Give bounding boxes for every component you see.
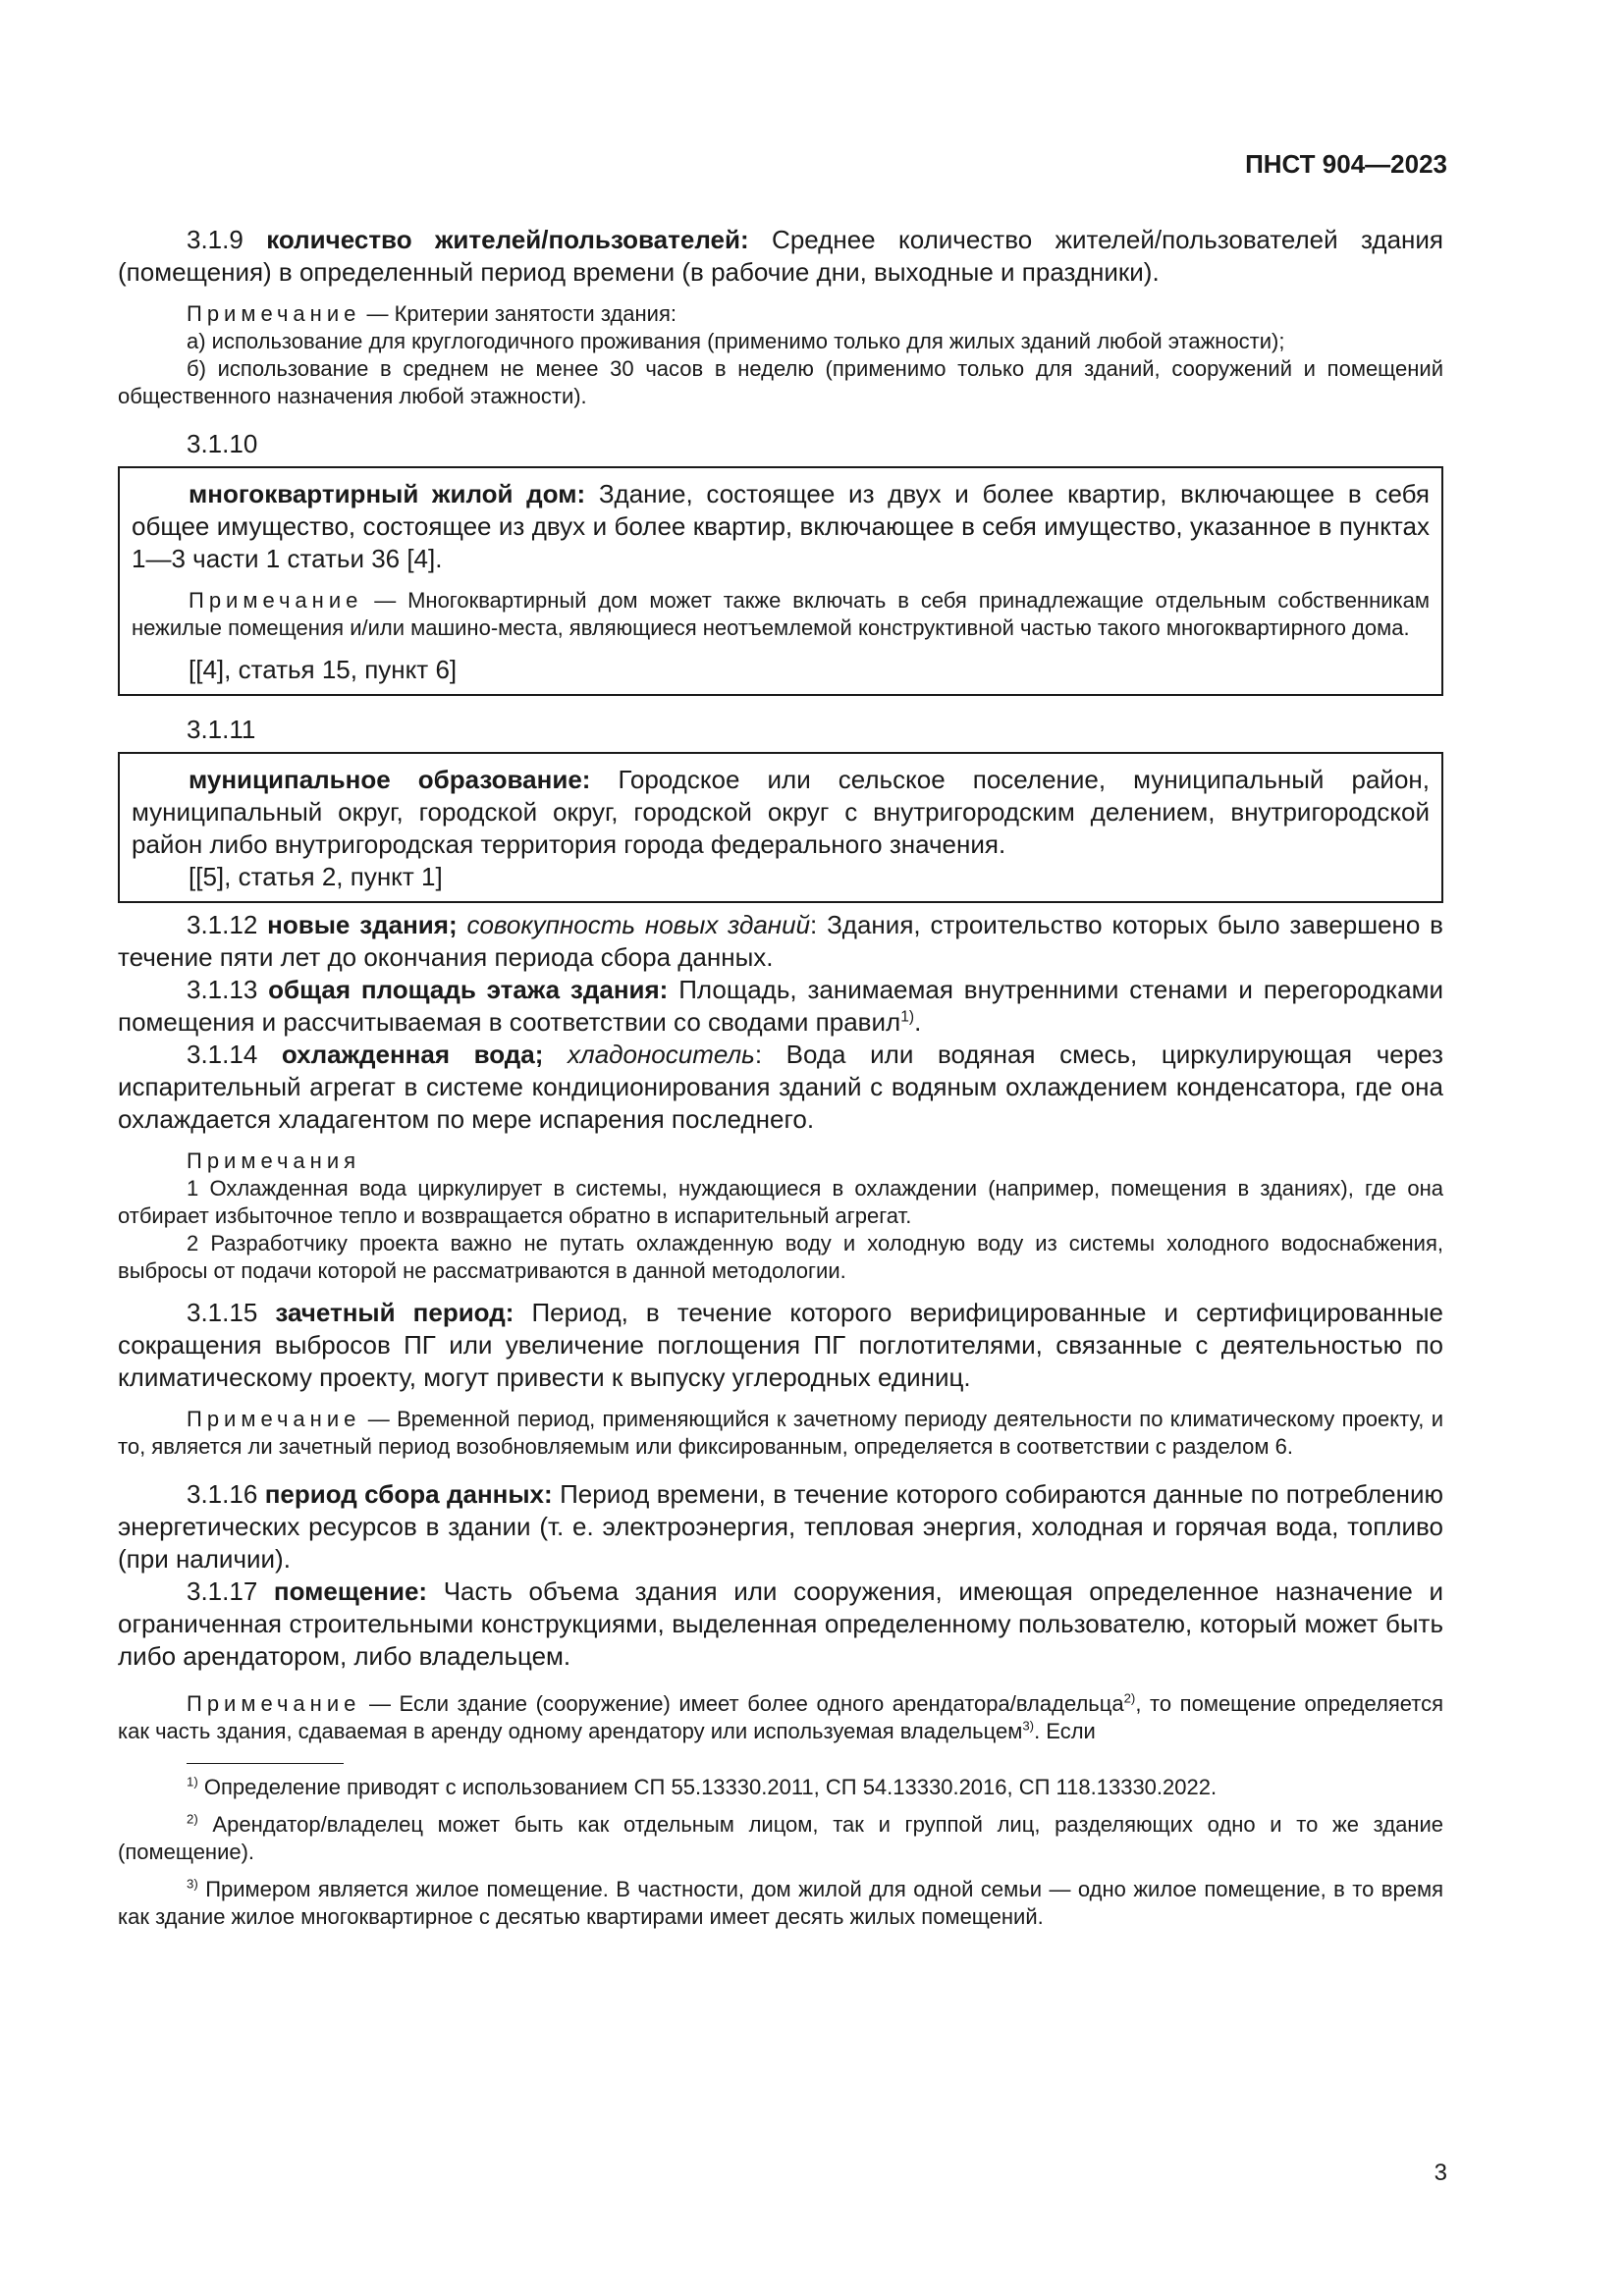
- note-3-1-9: Примечание — Критерии занятости здания:: [187, 301, 677, 326]
- term-3-1-14: 3.1.14 охлажденная вода; хладоноситель: Вода или водяная смесь, циркулирующая через испарительный агрегат в системе кондиционирования зданий с водяным охлаждением конденсатора, где она охлаждается хладагентом по мере испарения последнего.: [118, 1040, 1443, 1134]
- footnote-ref-2[interactable]: 2): [1123, 1690, 1136, 1706]
- term-3-1-9: 3.1.9 количество жителей/пользователей: Среднее количество жителей/пользователей здания (помещения) в определенный период времени (в рабочие дни, выходные и праздники).: [118, 225, 1443, 287]
- source-3-1-11: [[5], статья 2, пункт 1]: [189, 862, 443, 891]
- term-box-3-1-11: [118, 752, 1443, 903]
- footnote-3: $^{3)}$ Примером является жилое помещение. В частности, дом жилой для одной семьи — одно жилое помещение, в то время как здание жилое многоквартирное с десятью квартирами имеет десять жилых помещений.: [118, 1876, 1443, 1929]
- term-number-3-1-11: 3.1.11: [187, 715, 256, 744]
- note-3-1-15: Примечание — Временной период, применяющийся к зачетному периоду деятельности по климатическому проекту, и то, является ли зачетный период возобновляемым или фиксированным, определяется в соответствии с разделом 6.: [118, 1407, 1443, 1459]
- document-code: ПНСТ 904—2023: [1245, 149, 1447, 179]
- term-box-3-1-10: [118, 466, 1443, 696]
- source-3-1-10: [[4], статья 15, пункт 6]: [189, 655, 458, 684]
- term-3-1-15: 3.1.15 зачетный период: Период, в течение которого верифицированные и сертифицированные сокращения выбросов ПГ или увеличение поглощения ПГ поглотителями, связанные с деятельностью по климатическому проекту, могут привести к выпуску углеродных единиц.: [118, 1298, 1443, 1392]
- footnote-ref-3[interactable]: 3): [1022, 1718, 1035, 1734]
- notes-label-3-1-14: Примечания: [187, 1148, 361, 1173]
- term-3-1-11: муниципальное образование: Городское или сельское поселение, муниципальный район, муниципальный округ, городской округ, городской округ с внутригородским делением, внутригородской район либо внутригородская территория города федерального значения.: [132, 765, 1430, 859]
- term-3-1-10: многоквартирный жилой дом: Здание, состоящее из двух и более квартир, включающее в себя общее имущество, состоящее из двух и более квартир, включающее в себя имущество, указанное в пунктах 1—3 части 1 статьи 36 [4].: [132, 479, 1431, 573]
- page-content: [118, 224, 1443, 1941]
- term-3-1-16: 3.1.16 период сбора данных: Период времени, в течение которого собираются данные по потреблению энергетических ресурсов в здании (т. е. электроэнергия, тепловая энергия, холодная и горячая вода, топливо (при наличии).: [118, 1479, 1443, 1574]
- term-3-1-12: 3.1.12 новые здания; совокупность новых зданий: Здания, строительство которых было завершено в течение пяти лет до окончания периода сбора данных.: [118, 910, 1443, 972]
- note-3-1-10: Примечание — Многоквартирный дом может также включать в себя принадлежащие отдельным собственникам нежилые помещения и/или машино-места, являющиеся неотъемлемой конструктивной частью такого многоквартирного дома.: [132, 588, 1430, 640]
- footnote-ref-1[interactable]: 1): [900, 1008, 915, 1026]
- note-3-1-14-2: 2 Разработчику проекта важно не путать охлажденную воду и холодную воду из системы холодного водоснабжения, выбросы от подачи которой не рассматриваются в данной методологии.: [118, 1231, 1443, 1283]
- term-number-3-1-10: 3.1.10: [187, 429, 258, 458]
- page-number: 3: [1434, 2160, 1447, 2186]
- note-3-1-14-1: 1 Охлажденная вода циркулирует в системы, нуждающиеся в охлаждении (например, помещения в зданиях), где она отбирает избыточное тепло и возвращается обратно в испарительный агрегат.: [118, 1176, 1443, 1228]
- footnote-separator: [187, 1763, 344, 1764]
- footnote-1: $^{1)}$ Определение приводят с использованием СП 55.13330.2011, СП 54.13330.2016, СП 118.13330.2022.: [187, 1774, 1218, 1799]
- footnote-2: $^{2)}$ Арендатор/владелец может быть как отдельным лицом, так и группой лиц, разделяющих одно и то же здание (помещение).: [118, 1811, 1443, 1864]
- note-3-1-9-item-a: а) использование для круглогодичного проживания (применимо только для жилых зданий любой этажности);: [187, 329, 1285, 353]
- note-3-1-9-item-b: б) использование в среднем не менее 30 часов в неделю (применимо только для зданий, сооружений и помещений общественного назначения любой этажности).: [118, 356, 1443, 408]
- term-3-1-13: 3.1.13 общая площадь этажа здания: Площадь, занимаемая внутренними стенами и перегородками помещения и рассчитываемая в соответствии со сводами правил$^{1)}$.: [118, 975, 1443, 1037]
- note-3-1-17: Примечание — Если здание (сооружение) имеет более одного арендатора/владельца$^{2)}$, то помещение определяется как часть здания, сдаваемая в аренду одному арендатору или используемая владельцем$^{3)}$. Если: [118, 1690, 1443, 1743]
- footnotes: [118, 1774, 1443, 1931]
- term-3-1-17: 3.1.17 помещение: Часть объема здания или сооружения, имеющая определенное назначение и ограниченная строительными конструкциями, выделенная определенному пользователю, который может быть либо арендатором, либо владельцем.: [118, 1576, 1443, 1671]
